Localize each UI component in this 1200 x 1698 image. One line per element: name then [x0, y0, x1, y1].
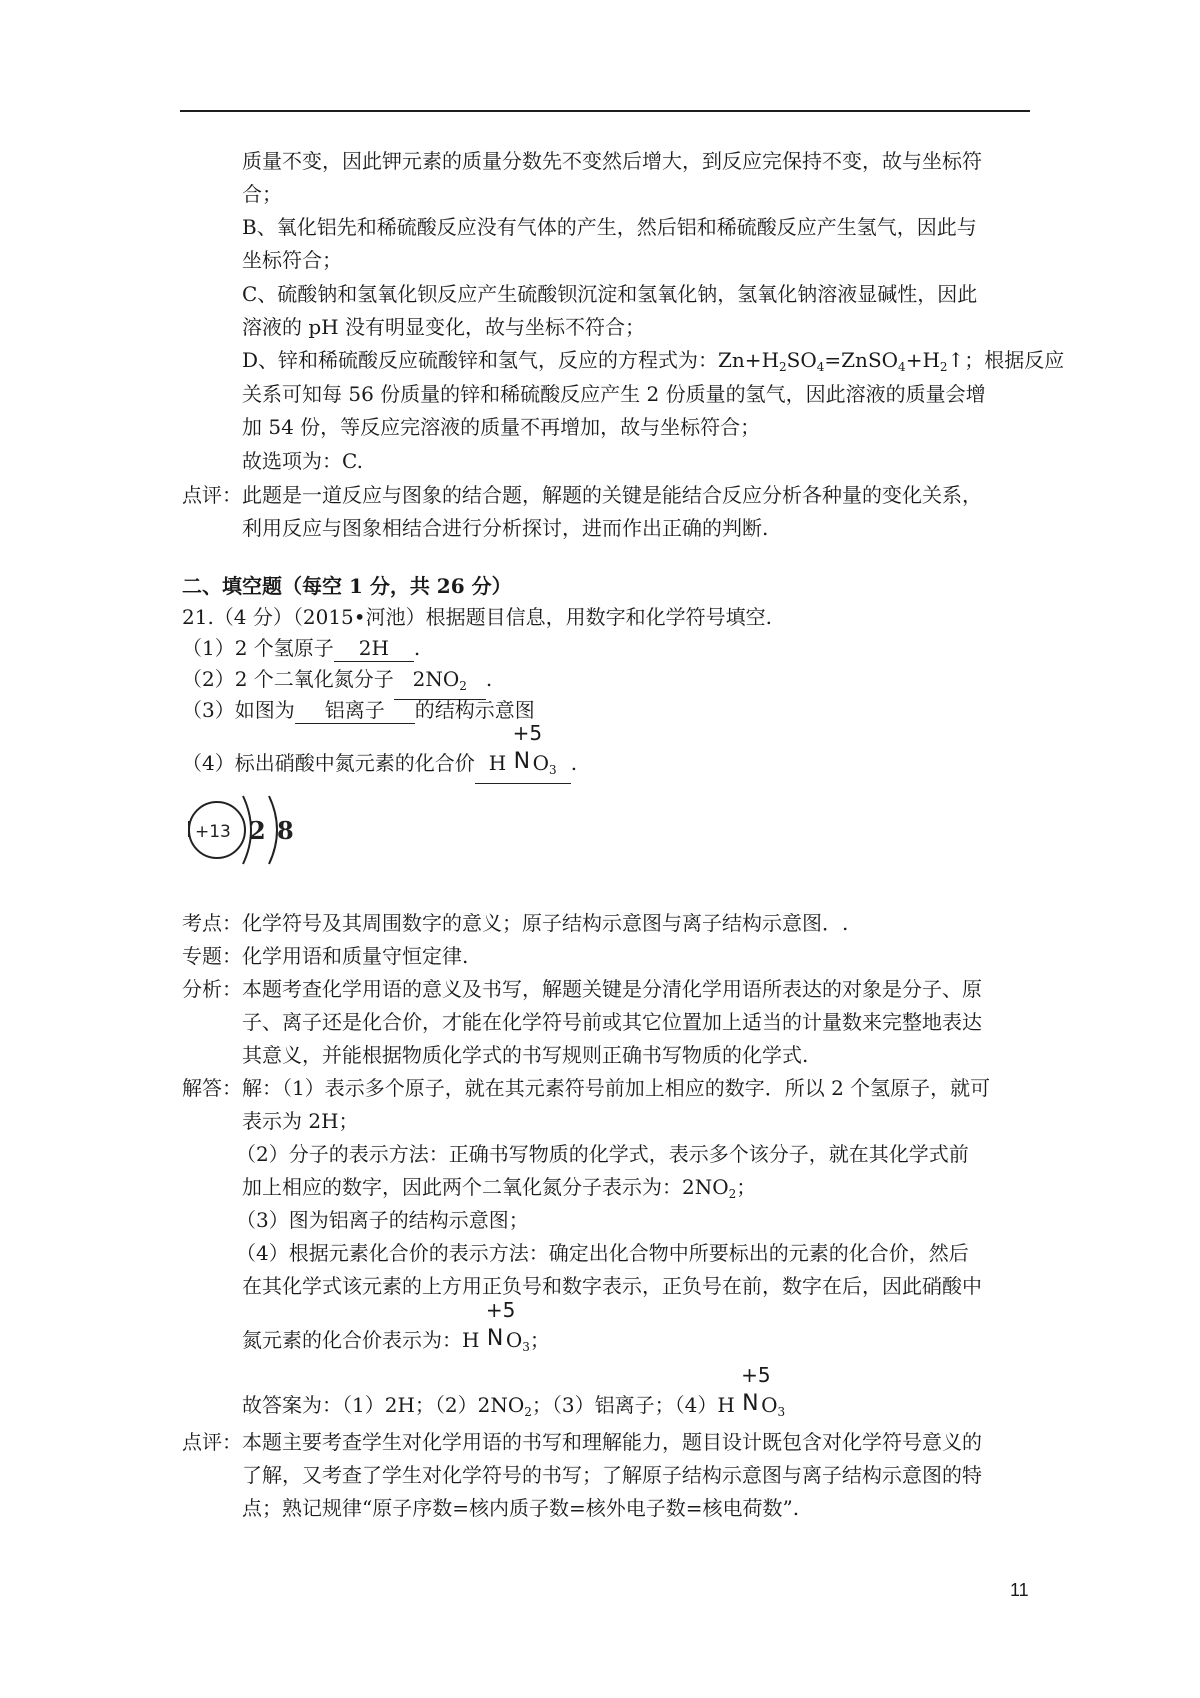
text-fragment: ；（3）铝离子；（4）H: [531, 1393, 735, 1417]
text-line: 坐标符合；: [242, 248, 342, 272]
answer-blank: 2H: [334, 635, 414, 662]
question-item-1: [182, 633, 420, 663]
text-line: [242, 1172, 756, 1209]
punctuation: .: [570, 751, 578, 775]
subscript: 2: [524, 1405, 532, 1419]
punctuation: .: [413, 636, 421, 660]
text-line: 关系可知每 56 份质量的锌和稀硫酸反应产生 2 份质量的氢气，因此溶液的质量会增: [242, 382, 986, 406]
valence-mark: [485, 1298, 516, 1351]
text-line: [242, 1298, 550, 1362]
text-fragment: =ZnSO: [824, 348, 899, 372]
text-line: 其意义，并能根据物质化学式的书写规则正确书写物质的化学式.: [242, 1043, 809, 1067]
valence-number: +5: [512, 721, 543, 745]
text-line: 子、离子还是化合价，才能在化学符号前或其它位置加上适当的计量数来完整地表达: [242, 1010, 982, 1034]
valence-mark: [512, 721, 543, 774]
subscript: 3: [777, 1405, 786, 1419]
answer-text: 2NO: [412, 667, 460, 691]
text-line: 质量不变，因此钾元素的质量分数先不变然后增大，到反应完保持不变，故与坐标符: [242, 149, 982, 173]
answer-text: O: [532, 751, 550, 775]
equation-line: [242, 345, 1064, 382]
subscript: 2: [779, 360, 787, 374]
element-symbol: N: [513, 749, 531, 774]
question-text: 的结构示意图: [414, 698, 535, 722]
section-heading: 二、填空题（每空 1 分，共 26 分）: [182, 574, 512, 598]
text-line: 故选项为：C.: [242, 449, 363, 473]
subscript: 2: [939, 360, 948, 374]
solution-line: 解答：解：（1）表示多个原子，就在其元素符号前加上相应的数字．所以 2 个氢原子，就可: [182, 1076, 991, 1100]
punctuation: .: [485, 667, 493, 691]
text-fragment: O: [761, 1393, 778, 1417]
text-line: B、氧化铝先和稀硫酸反应没有气体的产生，然后铝和稀硫酸反应产生氢气，因此与: [242, 215, 977, 239]
valence-mark: [741, 1363, 771, 1416]
question-title: 21.（4 分）（2015•河池）根据题目信息，用数字和化学符号填空.: [182, 605, 772, 629]
subscript: 2: [459, 679, 467, 693]
analysis-line: 分析：本题考查化学用语的意义及书写，解题关键是分清化学用语所表达的对象是分子、原: [182, 977, 982, 1001]
subscript: 3: [522, 1340, 530, 1354]
text-line: 利用反应与图象相结合进行分析探讨，进而作出正确的判断.: [242, 516, 769, 540]
text-line: 合；: [242, 182, 282, 206]
valence-number: +5: [485, 1298, 516, 1322]
zhuanti-line: 专题：化学用语和质量守恒定律.: [182, 944, 469, 968]
text-fragment: ；: [529, 1328, 550, 1352]
question-text: （2）2 个二氧化氮分子: [182, 667, 394, 691]
text-fragment: D、锌和稀硫酸反应硫酸锌和氢气，反应的方程式为：Zn+H: [242, 348, 780, 372]
text-fragment: O: [505, 1328, 523, 1352]
text-fragment: ↑；根据反应: [947, 348, 1065, 372]
answer-summary-line: [242, 1363, 786, 1427]
text-line: 了解，又考查了学生对化学符号的书写；了解原子结构示意图与离子结构示意图的特: [242, 1463, 982, 1487]
text-line: （3）图为铝离子的结构示意图；: [236, 1208, 529, 1232]
text-line: 在其化学式该元素的上方用正负号和数字表示，正负号在前，数字在后，因此硝酸中: [242, 1274, 982, 1298]
element-symbol: N: [742, 1391, 759, 1416]
aluminum-ion-structure-diagram: [185, 790, 315, 870]
question-item-4: [182, 721, 578, 784]
shell-electrons-2: 8: [277, 816, 294, 845]
kaodian-line: 考点：化学符号及其周围数字的意义；原子结构示意图与离子结构示意图．.: [182, 911, 849, 935]
comment-line: 点评：此题是一道反应与图象的结合题，解题的关键是能结合反应分析各种量的变化关系，: [182, 483, 982, 507]
subscript: 3: [549, 763, 557, 777]
answer-text: H: [488, 751, 507, 775]
text-fragment: +H: [905, 348, 940, 372]
answer-blank: 铝离子: [295, 697, 415, 724]
text-line: （4）根据元素化合价的表示方法：确定出化合物中所要标出的元素的化合价，然后: [236, 1241, 969, 1265]
nucleus-charge: +13: [195, 822, 231, 842]
question-text: （1）2 个氢原子: [182, 636, 334, 660]
text-line: 点；熟记规律“原子序数=核内质子数=核外电子数=核电荷数”.: [242, 1496, 800, 1520]
subscript: 2: [728, 1187, 737, 1201]
element-symbol: N: [486, 1326, 504, 1351]
question-text: （3）如图为: [182, 698, 295, 722]
header-rule: [180, 110, 1030, 112]
question-text: （4）标出硝酸中氮元素的化合价: [182, 751, 475, 775]
text-fragment: SO: [786, 348, 817, 372]
text-fragment: ；: [736, 1175, 757, 1199]
text-line: 表示为 2H；: [242, 1109, 359, 1133]
text-line: C、硫酸钠和氢氧化钡反应产生硫酸钡沉淀和氢氧化钠，氢氧化钠溶液显碱性，因此: [242, 282, 978, 306]
answer-blank: [475, 721, 571, 784]
text-fragment: 氮元素的化合价表示为：H: [242, 1328, 480, 1352]
text-line: 加 54 份，等反应完溶液的质量不再增加，故与坐标符合；: [242, 415, 761, 439]
valence-number: +5: [741, 1363, 771, 1387]
page-number: 11: [1010, 1580, 1029, 1600]
text-fragment: 故答案为：（1）2H；（2）2NO: [242, 1393, 525, 1417]
electron-shell-arc-2: [269, 796, 277, 864]
subscript: 4: [898, 360, 906, 374]
text-line: （2）分子的表示方法：正确书写物质的化学式，表示多个该分子，就在其化学式前: [236, 1142, 969, 1166]
text-fragment: 加上相应的数字，因此两个二氧化氮分子表示为：2NO: [242, 1175, 729, 1199]
shell-electrons-1: 2: [249, 816, 266, 845]
subscript: 4: [816, 360, 825, 374]
question-item-3: [182, 695, 535, 725]
comment-line: 点评：本题主要考查学生对化学用语的书写和理解能力，题目设计既包含对化学符号意义的: [182, 1430, 982, 1454]
text-line: 溶液的 pH 没有明显变化，故与坐标不符合；: [242, 315, 645, 339]
